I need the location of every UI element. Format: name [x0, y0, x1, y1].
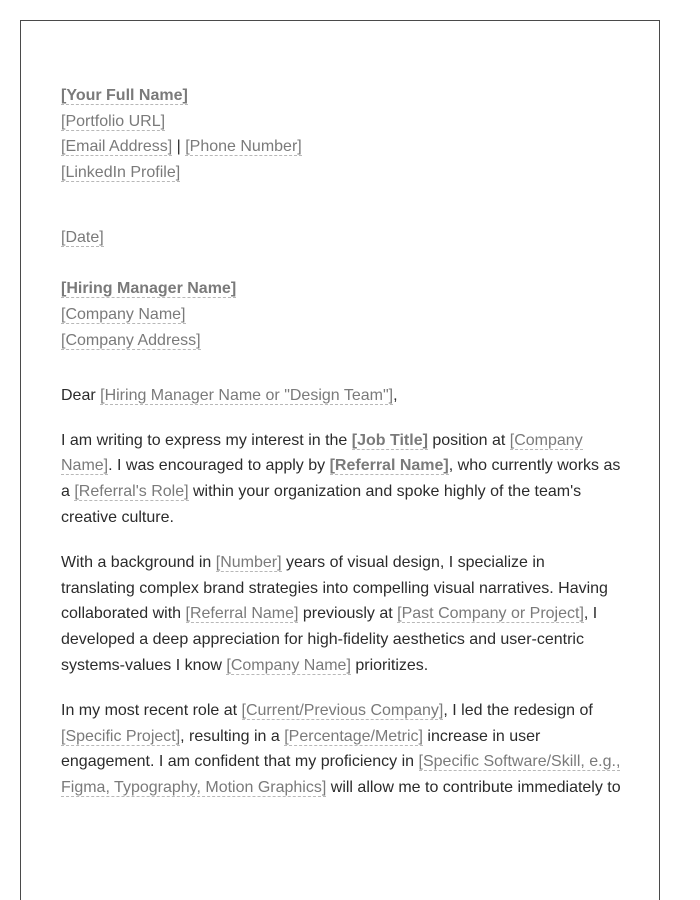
- p3-line-3: [61, 749, 631, 775]
- referral-role-placeholder[interactable]: [Referral's Role]: [74, 483, 189, 501]
- company-name-placeholder[interactable]: [Company Name]: [226, 656, 351, 674]
- spacer: [61, 354, 631, 383]
- job-title-placeholder[interactable]: [Job Title]: [351, 431, 428, 449]
- letter-page: [20, 20, 660, 900]
- p3-text: increase in user: [422, 727, 541, 745]
- company-name-placeholder-a[interactable]: [Company: [509, 431, 583, 449]
- p2-text: With a background in: [61, 553, 216, 571]
- skill-placeholder-b[interactable]: Figma, Typography, Motion Graphics]: [61, 778, 327, 796]
- metric-placeholder[interactable]: [Percentage/Metric]: [284, 727, 423, 745]
- p3-text: , I led the redesign of: [443, 701, 593, 719]
- p3-text: engagement. I am confident that my proficiency in: [61, 753, 419, 771]
- salutation-name-placeholder[interactable]: [Hiring Manager Name or "Design Team"]: [100, 386, 394, 404]
- letter-content: [61, 83, 631, 801]
- p2-line-2: [61, 576, 631, 602]
- spacer: [61, 250, 631, 276]
- spacer: [61, 678, 631, 698]
- portfolio-line: [61, 109, 631, 135]
- p2-line-5: [61, 653, 631, 679]
- p2-text: translating complex brand strategies into compelling visual narratives. Having: [61, 579, 608, 597]
- p1-line-3: [61, 479, 631, 505]
- recipient-company-line: [61, 302, 631, 328]
- paragraph-1: [61, 428, 631, 531]
- p1-text: a: [61, 483, 75, 501]
- p3-line-4: [61, 775, 631, 801]
- salutation-suffix: ,: [393, 386, 398, 404]
- p1-text: position at: [427, 431, 510, 449]
- p1-line-4: [61, 505, 631, 531]
- linkedin-line: [61, 160, 631, 186]
- p1-text: , who currently works as: [448, 457, 621, 475]
- date-placeholder[interactable]: [Date]: [61, 228, 104, 246]
- hiring-manager-placeholder[interactable]: [Hiring Manager Name]: [61, 280, 237, 298]
- past-company-placeholder[interactable]: [Past Company or Project]: [397, 605, 584, 623]
- referral-name-placeholder[interactable]: [Referral Name]: [329, 457, 449, 475]
- p3-text: , resulting in a: [180, 727, 285, 745]
- recipient-address-line: [61, 328, 631, 354]
- p2-line-1: [61, 550, 631, 576]
- date-line: [61, 225, 631, 251]
- p2-text: previously at: [298, 605, 398, 623]
- p1-text: . I was encouraged to apply by: [108, 457, 330, 475]
- spacer: [61, 408, 631, 428]
- linkedin-placeholder[interactable]: [LinkedIn Profile]: [61, 164, 181, 182]
- p3-text: In my most recent role at: [61, 701, 242, 719]
- p3-text: will allow me to contribute immediately to: [326, 778, 621, 796]
- recipient-name-line: [61, 276, 631, 302]
- p1-line-1: [61, 428, 631, 454]
- phone-placeholder[interactable]: [Phone Number]: [185, 138, 302, 156]
- company-address-placeholder[interactable]: [Company Address]: [61, 331, 201, 349]
- salutation-prefix: Dear: [61, 386, 101, 404]
- p1-text: I am writing to express my interest in the: [61, 431, 352, 449]
- p2-line-3: [61, 601, 631, 627]
- p3-line-2: [61, 724, 631, 750]
- p2-text: , I: [583, 605, 598, 623]
- paragraph-2: [61, 550, 631, 678]
- p2-text: years of visual design, I specialize in: [281, 553, 545, 571]
- p2-line-4: [61, 627, 631, 653]
- email-placeholder[interactable]: [Email Address]: [61, 138, 173, 156]
- contact-separator: |: [172, 138, 186, 156]
- referral-name-placeholder[interactable]: [Referral Name]: [185, 605, 299, 623]
- contact-line: [61, 134, 631, 160]
- p2-text: developed a deep appreciation for high-fidelity aesthetics and user-centric: [61, 631, 584, 648]
- paragraph-3: [61, 698, 631, 801]
- p2-text: systems-values I know: [61, 656, 227, 674]
- sender-name-line: [61, 83, 631, 109]
- p3-line-1: [61, 698, 631, 724]
- spacer: [61, 530, 631, 550]
- salutation-line: [61, 383, 631, 409]
- company-name-placeholder[interactable]: [Company Name]: [61, 306, 186, 324]
- p2-text: collaborated with: [61, 605, 186, 623]
- portfolio-placeholder[interactable]: [Portfolio URL]: [61, 112, 166, 130]
- current-company-placeholder[interactable]: [Current/Previous Company]: [241, 701, 444, 719]
- p1-text: within your organization and spoke highly of the team's: [188, 483, 582, 501]
- skill-placeholder-a[interactable]: [Specific Software/Skill, e.g.,: [418, 753, 621, 771]
- number-placeholder[interactable]: [Number]: [215, 553, 282, 571]
- spacer: [61, 186, 631, 225]
- p1-text: creative culture.: [61, 508, 174, 526]
- specific-project-placeholder[interactable]: [Specific Project]: [61, 727, 181, 745]
- p2-text: prioritizes.: [350, 656, 429, 674]
- p1-line-2: [61, 453, 631, 479]
- full-name-placeholder[interactable]: [Your Full Name]: [61, 87, 188, 104]
- company-name-placeholder-b[interactable]: Name]: [61, 457, 109, 475]
